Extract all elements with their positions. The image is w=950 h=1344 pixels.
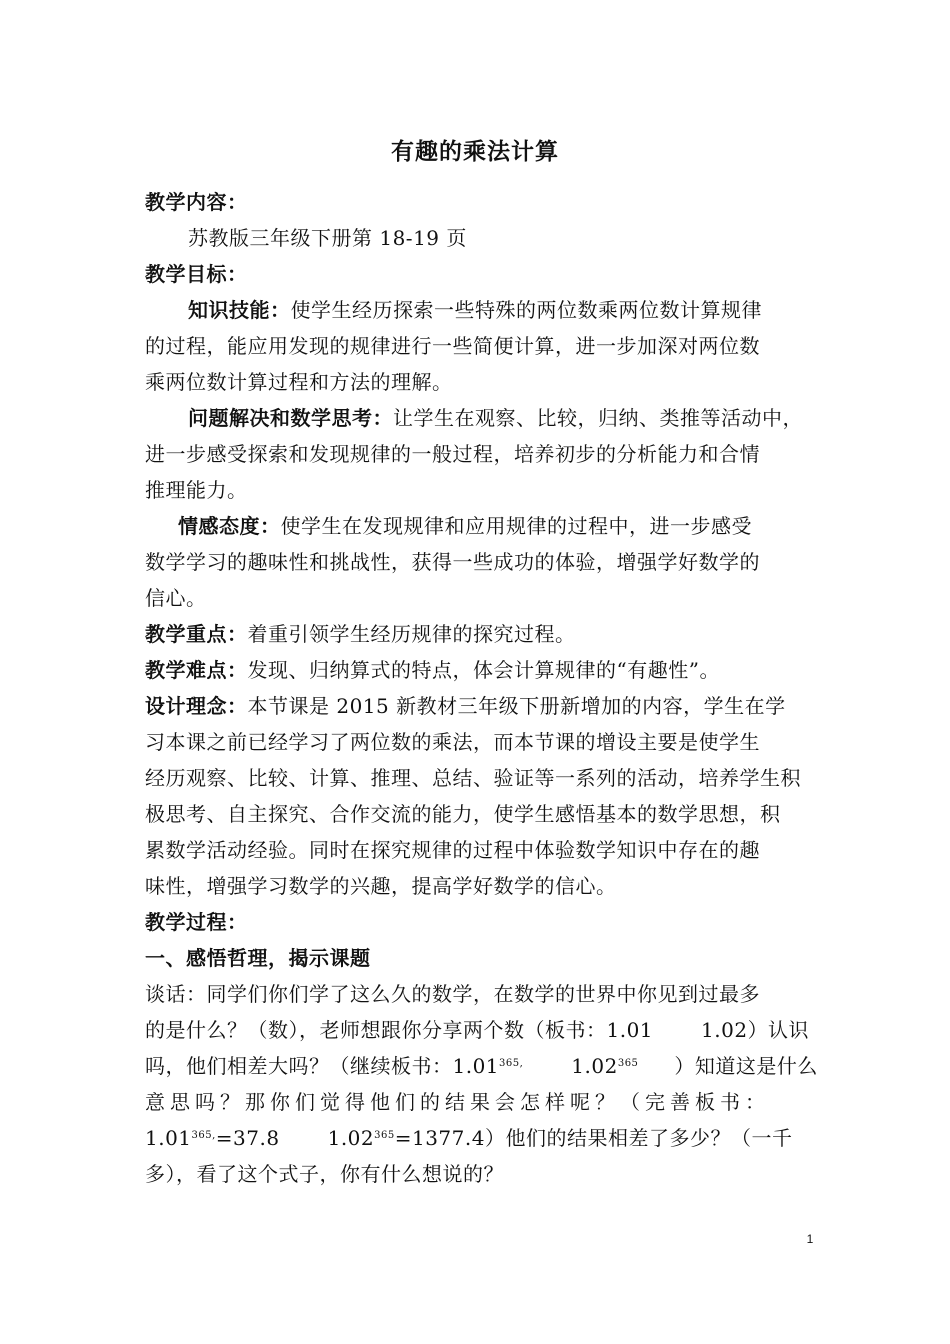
talk-line-5-part-c: 1.02 xyxy=(327,1126,375,1150)
attitude-line-1 xyxy=(178,514,848,538)
talk-line-2 xyxy=(145,1018,815,1042)
design-line-1 xyxy=(145,694,815,718)
difficulty-lead: 教学难点： xyxy=(145,658,248,682)
talk-line-2-part-b: 1.02）认识 xyxy=(701,1018,810,1042)
key-point xyxy=(145,622,815,646)
design-text-1: 本节课是 2015 新教材三年级下册新增加的内容，学生在学 xyxy=(247,694,786,718)
talk-line-5-part-b: =37.8 xyxy=(215,1126,280,1150)
talk-line-3-part-b: 1.02 xyxy=(571,1054,618,1078)
talk-line-2-part-a: 的是什么？（数），老师想跟你分享两个数（板书：1.01 xyxy=(145,1018,654,1042)
attitude-line-3: 信心。 xyxy=(145,586,207,610)
design-line-4: 极思考、自主探究、合作交流的能力，使学生感悟基本的数学思想，积 xyxy=(145,802,781,826)
key-point-text: 着重引领学生经历规律的探究过程。 xyxy=(247,622,576,646)
design-lead: 设计理念： xyxy=(145,694,248,718)
talk-line-3-part-c: ）知道这是什么 xyxy=(674,1054,818,1078)
thinking-line-3: 推理能力。 xyxy=(145,478,248,502)
process-heading: 教学过程： xyxy=(145,910,248,934)
talk-line-1: 谈话：同学们你们学了这么久的数学，在数学的世界中你见到过最多 xyxy=(145,982,760,1006)
talk-line-3-part-a: 吗，他们相差大吗？（继续板书：1.01 xyxy=(145,1054,500,1078)
design-line-6: 味性，增强学习数学的兴趣，提高学好数学的信心。 xyxy=(145,874,617,898)
attitude-lead: 情感态度： xyxy=(178,514,281,538)
thinking-line-2: 进一步感受探索和发现规律的一般过程，培养初步的分析能力和合情 xyxy=(145,442,760,466)
content-text: 苏教版三年级下册第 18-19 页 xyxy=(188,226,467,250)
exponent: 365, xyxy=(191,1130,216,1141)
knowledge-text-1: 使学生经历探索一些特殊的两位数乘两位数计算规律 xyxy=(290,298,762,322)
attitude-line-2: 数学学习的趣味性和挑战性，获得一些成功的体验，增强学好数学的 xyxy=(145,550,760,574)
talk-line-5 xyxy=(145,1126,815,1150)
design-line-5: 累数学活动经验。同时在探究规律的过程中体验数学知识中存在的趣 xyxy=(145,838,760,862)
exponent: 365 xyxy=(617,1058,639,1069)
difficulty xyxy=(145,658,815,682)
thinking-text-1: 让学生在观察、比较，归纳、类推等活动中， xyxy=(393,406,803,430)
exponent: 365 xyxy=(374,1130,395,1141)
knowledge-line-3: 乘两位数计算过程和方法的理解。 xyxy=(145,370,453,394)
content-heading: 教学内容： xyxy=(145,190,248,214)
knowledge-line-1 xyxy=(188,298,858,322)
exponent: 365, xyxy=(499,1058,524,1069)
thinking-lead: 问题解决和数学思考： xyxy=(188,406,393,430)
knowledge-line-2: 的过程，能应用发现的规律进行一些简便计算，进一步加深对两位数 xyxy=(145,334,760,358)
page-number: 1 xyxy=(806,1232,814,1246)
talk-line-5-part-d: =1377.4）他们的结果相差了多少？（一千 xyxy=(394,1126,793,1150)
section-1-heading: 一、感悟哲理，揭示课题 xyxy=(145,946,371,970)
key-point-lead: 教学重点： xyxy=(145,622,248,646)
difficulty-text: 发现、归纳算式的特点，体会计算规律的“有趣性”。 xyxy=(247,658,720,682)
thinking-line-1 xyxy=(188,406,858,430)
knowledge-lead: 知识技能： xyxy=(188,298,291,322)
document-title: 有趣的乘法计算 xyxy=(391,139,559,165)
talk-line-4: 意思吗？那你们觉得他们的结果会怎样呢？（完善板书： xyxy=(145,1090,770,1114)
goals-heading: 教学目标： xyxy=(145,262,248,286)
attitude-text-1: 使学生在发现规律和应用规律的过程中，进一步感受 xyxy=(280,514,752,538)
talk-line-5-part-a: 1.01 xyxy=(145,1126,192,1150)
talk-line-6: 多），看了这个式子，你有什么想说的？ xyxy=(145,1162,504,1186)
design-line-2: 习本课之前已经学习了两位数的乘法，而本节课的增设主要是使学生 xyxy=(145,730,760,754)
design-line-3: 经历观察、比较、计算、推理、总结、验证等一系列的活动，培养学生积 xyxy=(145,766,801,790)
talk-line-3 xyxy=(145,1054,818,1078)
